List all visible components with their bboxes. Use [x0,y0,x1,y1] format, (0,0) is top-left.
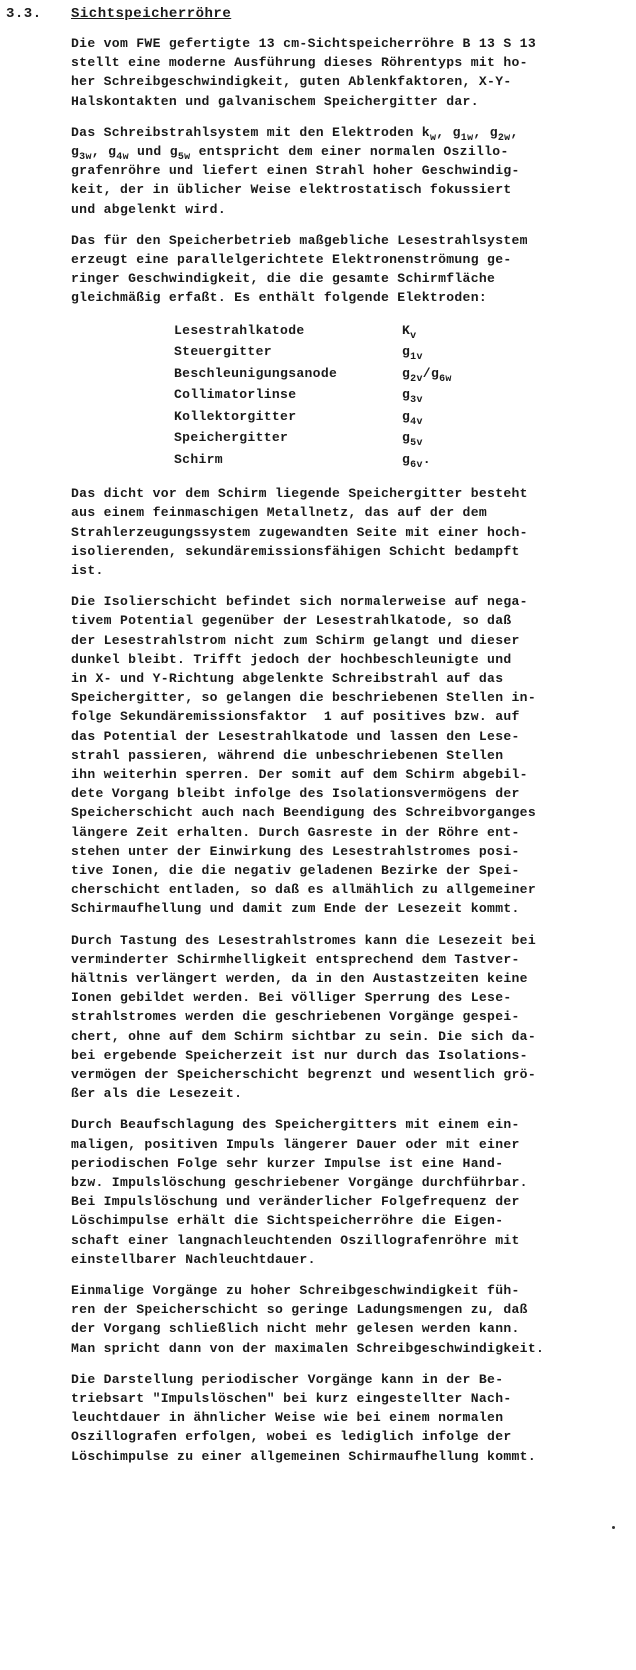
electrode-row [174,341,452,363]
electrode-subscript: 2w [497,132,511,144]
electrode-row [174,406,452,428]
paragraph-loeschung: Durch Beaufschlagung des Speichergitters mit einem ein- maligen, positiven Impuls längerer Dauer oder mit einer periodischen Folge sehr kurzer Impulse ist eine Hand- bzw. Impulslöschung geschriebener Vorgänge durchführbar. Bei Impulslöschung und veränderlicher Folgefrequenz der Löschimpulse erhält die Sichtspeicherröhre die Eigen- schaft einer langnachleuchtenden Oszillografenröhre mit einstellbarer Nachleuchtdauer. [71,1117,528,1267]
section-title: Sichtspeicherröhre [71,6,232,22]
paragraph-lesestrahl: Das für den Speicherbetrieb maßgebliche Lesestrahlsystem erzeugt eine parallelgerichtete Elektronenströmung ge- ringer Geschwindigkeit, die die gesamte Schirmfläche gleichmäßig erfaßt. Es enthält folgende Elektroden: [71,232,528,306]
electrode-name: Steuergitter [174,344,272,360]
electrode-name: Kollektorgitter [174,408,297,424]
electrode-name: Lesestrahlkatode [174,322,305,338]
electrode-name: Speichergitter [174,430,289,446]
electrode-subscript: w [429,132,437,144]
paragraph-schreibstrahl: Das Schreibstrahlsystem mit den Elektroden $k_w$, $g_{1w}$, $g_{2w}$, $g_{3w}$, $g_{4w}$ und $g_{5w}$ entspricht dem einer normalen Oszillo- grafenröhre und liefert einen Strahl hoher Geschwindig- keit, der in üblicher Weise elektrostatisch fokussiert und abgelenkt wird. [71,124,520,217]
electrode-table [174,320,452,471]
electrode-row [174,363,452,385]
electrode-row [174,384,452,406]
paragraph-tastung: Durch Tastung des Lesestrahlstromes kann die Lesezeit bei verminderter Schirmhelligkeit entsprechend dem Tastver- hältnis verlängert werden, da in den Austastzeiten keine Ionen gebildet werden. Bei völliger Sperrung des Lese- strahlstromes werden die geschriebenen Vorgänge gespei- chert, ohne auf dem Schirm sichtbar zu sein. Die sich da- bei ergebende Speicherzeit ist nur durch das Isolations- vermögen der Speicherschicht begrenzt und wesentlich grö- ßer als die Lesezeit. [71,932,536,1102]
electrode-symbol: $g_{2v}/g_{6w}$ [402,365,452,385]
paragraph-speichergitter: Das dicht vor dem Schirm liegende Speichergitter besteht aus einem feinmaschigen Metallnetz, das auf der dem Strahlerzeugungssystem zugewandten Seite mit einer hoch- isolierenden, sekundäremissionsfähigen Schicht bedampft ist. [71,486,528,578]
electrode-row [174,427,452,449]
paragraph-schreibgeschwindigkeit: Einmalige Vorgänge zu hoher Schreibgeschwindigkeit füh- ren der Speicherschicht so geringe Ladungsmengen zu, daß der Vorgang schließlich nicht mehr gelesen werden kann. Man spricht dann von der maximalen Schreibgeschwindigkeit. [71,1283,545,1356]
electrode-name: Schirm [174,451,223,467]
paragraph-periodisch: Die Darstellung periodischer Vorgänge kann in der Be- triebsart "Impulslöschen" bei kurz eingestellter Nach- leuchtdauer in ähnlicher Weise wie bei einem normalen Oszillografen erfolgen, wobei es lediglich infolge der Löschimpulse zu einer allgemeinen Schirmaufhellung kommt. [71,1371,536,1464]
paragraph-isolierschicht: Die Isolierschicht befindet sich normalerweise auf nega- tivem Potential gegenüber der Lesestrahlkatode, so daß der Lesestrahlstrom nicht zum Schirm gelangt und dieser dunkel bleibt. Trifft jedoch der hochbeschleunigte und in X- und Y-Richtung abgelenkte Schreibstrahl auf das Speichergitter, so gelangen die beschriebenen Stellen in- folge Sekundäremissionsfaktor 1 auf positives bzw. auf das Potential der Lesestrahlkatode und lassen den Lese- strahl passieren, während die unbeschriebenen Stellen ihn weiterhin sperren. Der somit auf dem Schirm abgebil- dete Vorgang bleibt infolge des Isolationsvermögens der Speicherschicht auch nach Beendigung des Schreibvorganges längere Zeit erhalten. Durch Gasreste in der Röhre ent- stehen unter der Einwirkung des Lesestrahlstromes posi- tive Ionen, die die negativ geladenen Bezirke der Spei- cherschicht entladen, so daß es allmählich zu allgemeiner Schirmaufhellung und damit zum Ende der Lesezeit kommt. [71,594,536,917]
electrode-subscript: 5w [177,152,191,164]
electrode-row [174,320,452,342]
electrode-name: Beschleunigungsanode [174,365,338,381]
electrode-name: Collimatorlinse [174,387,297,403]
electrode-row [174,449,452,471]
electrode-subscript: 4w [116,152,129,164]
electrode-symbol: $g_{1v}$ [402,344,423,364]
electrode-subscript: 3w [79,152,92,164]
electrode-symbol: $g_{3v}$ [402,387,423,407]
electrode-symbol: $K_v$ [402,322,417,342]
body-text [71,34,631,1478]
electrode-subscript: 1w [460,132,474,144]
electrode-symbol: $g_{5v}$ [402,430,423,450]
paragraph-intro: Die vom FWE gefertigte 13 cm-Sichtspeicherröhre B 13 S 13 stellt eine moderne Ausführung dieses Röhrentyps mit ho- her Schreibgeschwindigkeit, guten Ablenkfaktoren, X-Y- Halskontakten und galvanischem Speichergitter dar. [71,36,536,109]
section-number: 3.3. [6,6,42,22]
electrode-symbol: $g_{6v}$. [402,451,431,471]
electrode-symbol: $g_{4v}$ [402,408,423,428]
margin-dot [612,1526,615,1529]
